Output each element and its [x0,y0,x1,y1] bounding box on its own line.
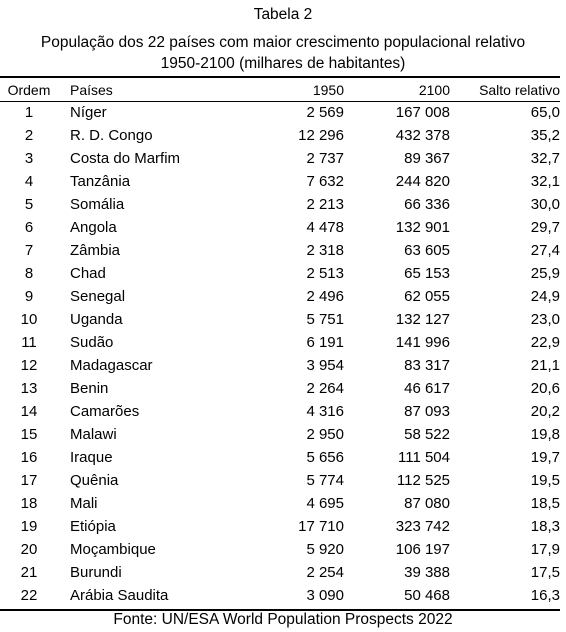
cell-ordem: 20 [20,541,38,558]
cell-1950: 2 496 [306,288,344,305]
cell-2100: 83 317 [404,357,450,374]
table-row [0,101,564,124]
cell-pais: Somália [70,196,125,213]
cell-salto-relativo: 25,9 [530,265,560,282]
table-row [0,216,564,239]
cell-2100: 63 605 [404,242,450,259]
table-row [0,331,564,354]
cell-ordem: 18 [20,495,38,512]
cell-2100: 50 468 [404,587,450,604]
cell-2100: 432 378 [395,127,450,144]
header-2100: 2100 [418,81,450,98]
table-row [0,400,564,423]
cell-1950: 3 954 [306,357,344,374]
table-row [0,538,564,561]
cell-1950: 4 478 [306,219,344,236]
cell-2100: 89 367 [404,150,450,167]
table-row [0,492,564,515]
cell-1950: 2 318 [306,242,344,259]
cell-salto-relativo: 17,9 [530,541,560,558]
cell-ordem: 7 [24,242,34,259]
table-row [0,354,564,377]
cell-pais: Madagascar [70,357,153,374]
table-source: Fonte: UN/ESA World Population Prospects 2022 [113,611,453,628]
cell-ordem: 21 [20,564,38,581]
cell-2100: 66 336 [404,196,450,213]
cell-ordem: 12 [20,357,38,374]
cell-salto-relativo: 19,5 [530,472,560,489]
cell-pais: Etiópia [70,518,116,535]
cell-2100: 65 153 [404,265,450,282]
cell-ordem: 3 [24,150,34,167]
cell-salto-relativo: 20,2 [530,403,560,420]
cell-1950: 6 191 [306,334,344,351]
table-row [0,584,564,607]
cell-2100: 132 901 [395,219,450,236]
cell-1950: 12 296 [298,127,344,144]
cell-1950: 17 710 [298,518,344,535]
cell-1950: 2 569 [306,104,344,121]
cell-salto-relativo: 30,0 [530,196,560,213]
cell-1950: 3 090 [306,587,344,604]
cell-2100: 62 055 [404,288,450,305]
table-row [0,377,564,400]
cell-salto-relativo: 19,7 [530,449,560,466]
cell-ordem: 8 [24,265,34,282]
cell-pais: Tanzânia [70,173,131,190]
cell-salto-relativo: 32,1 [530,173,560,190]
cell-1950: 5 774 [306,472,344,489]
cell-pais: Senegal [70,288,126,305]
cell-salto-relativo: 17,5 [530,564,560,581]
cell-pais: Iraque [70,449,113,466]
table-row [0,446,564,469]
cell-pais: Malawi [70,426,117,443]
cell-pais: Burundi [70,564,122,581]
table-row [0,147,564,170]
cell-ordem: 1 [24,104,34,121]
cell-1950: 5 656 [306,449,344,466]
cell-2100: 39 388 [404,564,450,581]
cell-salto-relativo: 29,7 [530,219,560,236]
cell-1950: 4 316 [306,403,344,420]
population-table [0,78,564,607]
cell-pais: Costa do Marfim [70,150,181,167]
cell-ordem: 11 [21,334,37,351]
table-row [0,262,564,285]
cell-salto-relativo: 65,0 [530,104,560,121]
cell-pais: Moçambique [70,541,156,558]
cell-ordem: 9 [24,288,34,305]
cell-salto-relativo: 18,5 [530,495,560,512]
cell-pais: Benin [70,380,109,397]
header-1950: 1950 [312,81,344,98]
table-row [0,469,564,492]
cell-salto-relativo: 32,7 [530,150,560,167]
cell-ordem: 15 [20,426,38,443]
table-row [0,239,564,262]
cell-ordem: 19 [20,518,38,535]
cell-1950: 4 695 [306,495,344,512]
cell-2100: 111 504 [398,449,450,466]
cell-1950: 2 213 [306,196,344,213]
header-paises: Países [70,81,113,98]
header-salto-relativo: Salto relativo [479,81,560,98]
cell-ordem: 10 [20,311,38,328]
cell-1950: 2 254 [306,564,344,581]
header-ordem: Ordem [7,81,51,98]
cell-ordem: 17 [20,472,38,489]
cell-pais: Níger [70,104,107,121]
cell-salto-relativo: 20,6 [530,380,560,397]
cell-2100: 132 127 [395,311,450,328]
cell-2100: 244 820 [395,173,450,190]
cell-1950: 7 632 [306,173,344,190]
cell-salto-relativo: 35,2 [530,127,560,144]
table-row [0,193,564,216]
table-title: Tabela 2 [253,6,313,23]
cell-2100: 112 525 [396,472,450,489]
cell-salto-relativo: 23,0 [530,311,560,328]
table-row [0,515,564,538]
cell-2100: 46 617 [404,380,450,397]
cell-pais: R. D. Congo [70,127,153,144]
table-row [0,423,564,446]
cell-pais: Quênia [70,472,119,489]
cell-1950: 2 513 [306,265,344,282]
cell-salto-relativo: 22,9 [530,334,560,351]
table-subtitle: População dos 22 países com maior crescimento populacional relativo [40,34,526,51]
cell-ordem: 13 [20,380,38,397]
cell-pais: Camarões [70,403,140,420]
cell-salto-relativo: 19,8 [530,426,560,443]
table-subtitle-units: 1950-2100 (milhares de habitantes) [160,55,406,72]
cell-1950: 5 751 [306,311,344,328]
cell-pais: Zâmbia [70,242,121,259]
cell-2100: 323 742 [395,518,450,535]
cell-1950: 2 737 [306,150,344,167]
cell-salto-relativo: 24,9 [530,288,560,305]
table-row [0,170,564,193]
table-row [0,285,564,308]
table-row [0,308,564,331]
table-body [0,101,564,607]
cell-ordem: 4 [24,173,34,190]
cell-ordem: 2 [24,127,34,144]
cell-salto-relativo: 18,3 [530,518,560,535]
table-row [0,561,564,584]
table-row [0,124,564,147]
cell-2100: 87 080 [404,495,450,512]
cell-1950: 2 950 [306,426,344,443]
cell-pais: Uganda [70,311,123,328]
cell-2100: 167 008 [395,104,450,121]
cell-2100: 87 093 [404,403,450,420]
cell-salto-relativo: 27,4 [530,242,560,259]
table-header-row [0,78,564,101]
cell-ordem: 14 [20,403,38,420]
cell-ordem: 6 [24,219,34,236]
cell-pais: Sudão [70,334,114,351]
cell-2100: 141 996 [395,334,450,351]
cell-ordem: 16 [20,449,38,466]
cell-ordem: 22 [20,587,38,604]
cell-2100: 106 197 [395,541,450,558]
cell-1950: 5 920 [306,541,344,558]
cell-ordem: 5 [24,196,34,213]
cell-salto-relativo: 16,3 [530,587,560,604]
cell-pais: Arábia Saudita [70,587,169,604]
cell-pais: Angola [70,219,117,236]
cell-salto-relativo: 21,1 [530,357,560,374]
cell-pais: Chad [70,265,106,282]
cell-pais: Mali [70,495,98,512]
cell-2100: 58 522 [404,426,450,443]
cell-1950: 2 264 [306,380,344,397]
